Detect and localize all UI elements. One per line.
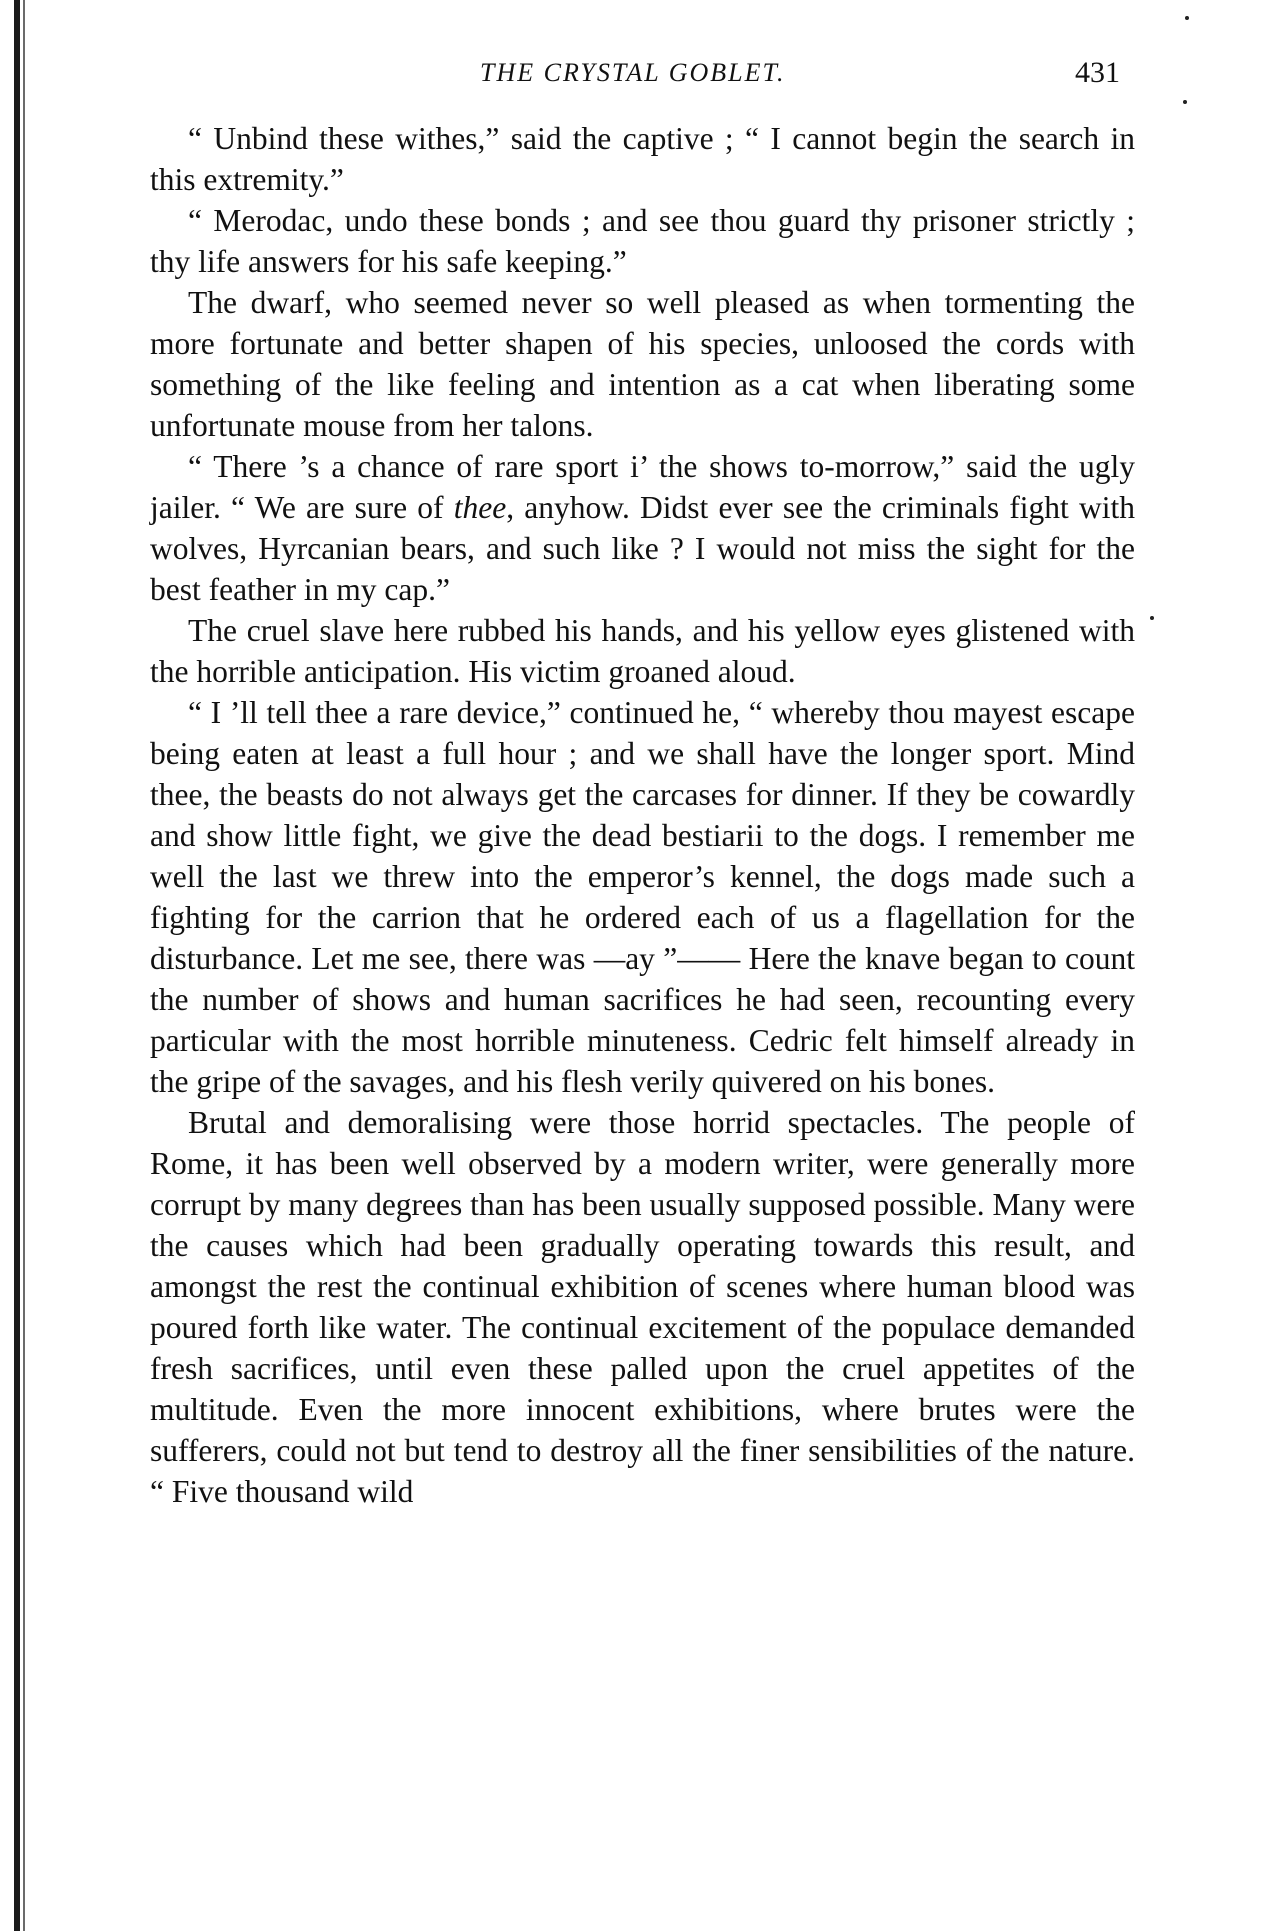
scan-speck — [1185, 16, 1189, 20]
text-run: “ There ’s a chance of rare sport i’ the shows to-morrow,” said the ugly jailer. “ We are sure of — [150, 449, 1135, 525]
text-run: Brutal and demoralising were those horrid spectacles. The people of Rome, it has been well observed by a modern writer, were generally more corrupt by many degrees than has been usually supposed possible. Many were the causes which had been gradually operating towards this result, and amongst the rest the continual exhibition of scenes where human blood was poured forth like water. The continual excitement of the populace demanded fresh sacrifices, until even these palled upon the cruel appetites of the multitude. Even the more innocent exhibitions, where brutes were the sufferers, could not but tend to destroy all the finer sensibilities of the nature. “ Five thousand wild — [150, 1105, 1136, 1509]
text-run: The dwarf, who seemed never so well pleased as when tormenting the more fortunate and better shapen of his species, unloosed the cords with something of the like feeling and intention as a cat when liberating some unfortunate mouse from her talons. — [150, 285, 1135, 443]
running-title: THE CRYSTAL GOBLET. — [480, 58, 786, 87]
paragraph — [150, 200, 1135, 282]
paragraph — [150, 610, 1135, 692]
body-text — [150, 118, 1135, 1512]
text-run: “ I ’ll tell thee a rare device,” continued he, “ whereby thou mayest escape being eaten at least a full hour ; and we shall have the longer sport. Mind thee, the beasts do not always get the carcases for dinner. If they be cowardly and show little fight, we give the dead bestiarii to the dogs. I remember me well the last we threw into the emperor’s kennel, the dogs made such a fighting for the carrion that he ordered each of us a flagellation for the disturbance. Let me see, there was —ay ”—— Here the knave began to count the number of shows and human sacrifices he had seen, recounting every particular with the most horrible minuteness. Cedric felt himself already in the gripe of the savages, and his flesh verily quivered on his bones. — [150, 695, 1135, 1099]
text-run: “ Merodac, undo these bonds ; and see thou guard thy prisoner strictly ; thy life answers for his safe keeping.” — [150, 203, 1135, 279]
page-number: 431 — [1075, 56, 1120, 89]
paragraph — [150, 1102, 1135, 1512]
scan-binding-edge — [14, 0, 20, 1931]
paragraph — [150, 282, 1135, 446]
page-header — [150, 58, 1150, 98]
paragraph — [150, 446, 1135, 610]
paragraph — [150, 692, 1135, 1102]
scan-binding-shadow — [23, 0, 25, 1931]
paragraph — [150, 118, 1135, 200]
text-run: “ Unbind these withes,” said the captive ; “ I cannot begin the search in this extremity.” — [150, 121, 1135, 197]
text-run: The cruel slave here rubbed his hands, and his yellow eyes glistened with the horrible anticipation. His victim groaned aloud. — [150, 613, 1135, 689]
scan-speck — [1150, 616, 1154, 620]
italic-text: thee — [453, 490, 507, 525]
scan-speck — [1183, 100, 1187, 104]
text-run: , anyhow. Didst ever see the criminals fight with wolves, Hyrcanian bears, and such like ? I would not miss the sight for the best feather in my cap.” — [150, 490, 1135, 607]
